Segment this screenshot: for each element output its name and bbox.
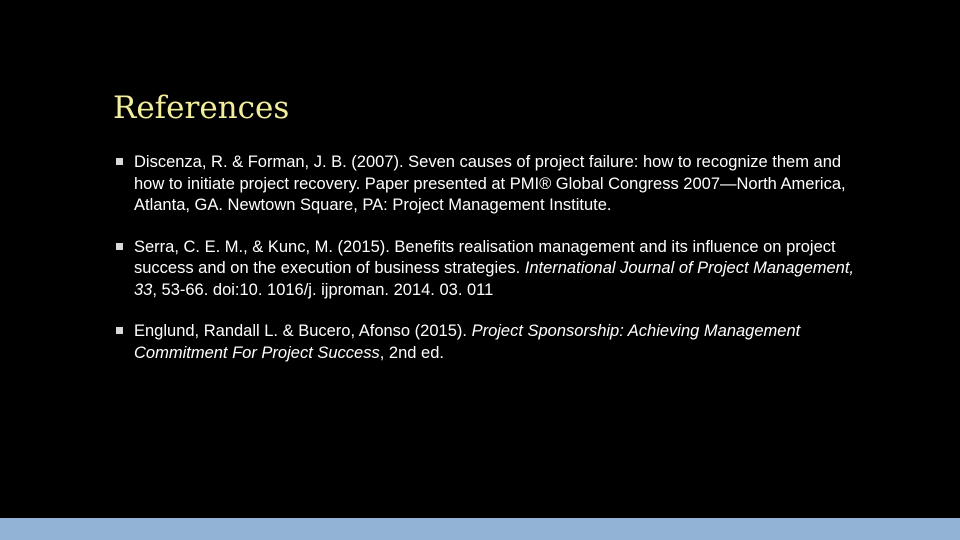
reference-text-tail: , 53-66. doi:10. 1016/j. ijproman. 2014. 03. 011 bbox=[152, 280, 494, 299]
book-title: Project Sponsorship: Achieving Management Commitment For Project Success bbox=[134, 322, 801, 362]
footer-bar bbox=[0, 518, 960, 540]
square-bullet-icon bbox=[116, 243, 123, 250]
reference-item bbox=[116, 321, 856, 364]
slide-title: References bbox=[113, 90, 290, 126]
reference-text: Englund, Randall L. & Bucero, Afonso (2015). bbox=[134, 322, 472, 340]
reference-item bbox=[116, 152, 856, 217]
journal-title: International Journal of Project Management, 33 bbox=[134, 259, 855, 299]
square-bullet-icon bbox=[116, 158, 123, 165]
square-bullet-icon bbox=[116, 327, 123, 334]
reference-item bbox=[116, 237, 856, 302]
reference-text-tail: , 2nd ed. bbox=[379, 343, 444, 362]
reference-text: Discenza, R. & Forman, J. B. (2007). Seven causes of project failure: how to recognize them and how to initiate project recovery. Paper presented at PMI® Global Congress 2007—North America, Atlanta, GA. Newtown Square, PA: Project Management Institute. bbox=[134, 153, 846, 214]
reference-list bbox=[116, 152, 856, 364]
reference-text: Serra, C. E. M., & Kunc, M. (2015). Benefits realisation management and its influence on project success and on the execution of business strategies. bbox=[134, 237, 836, 277]
